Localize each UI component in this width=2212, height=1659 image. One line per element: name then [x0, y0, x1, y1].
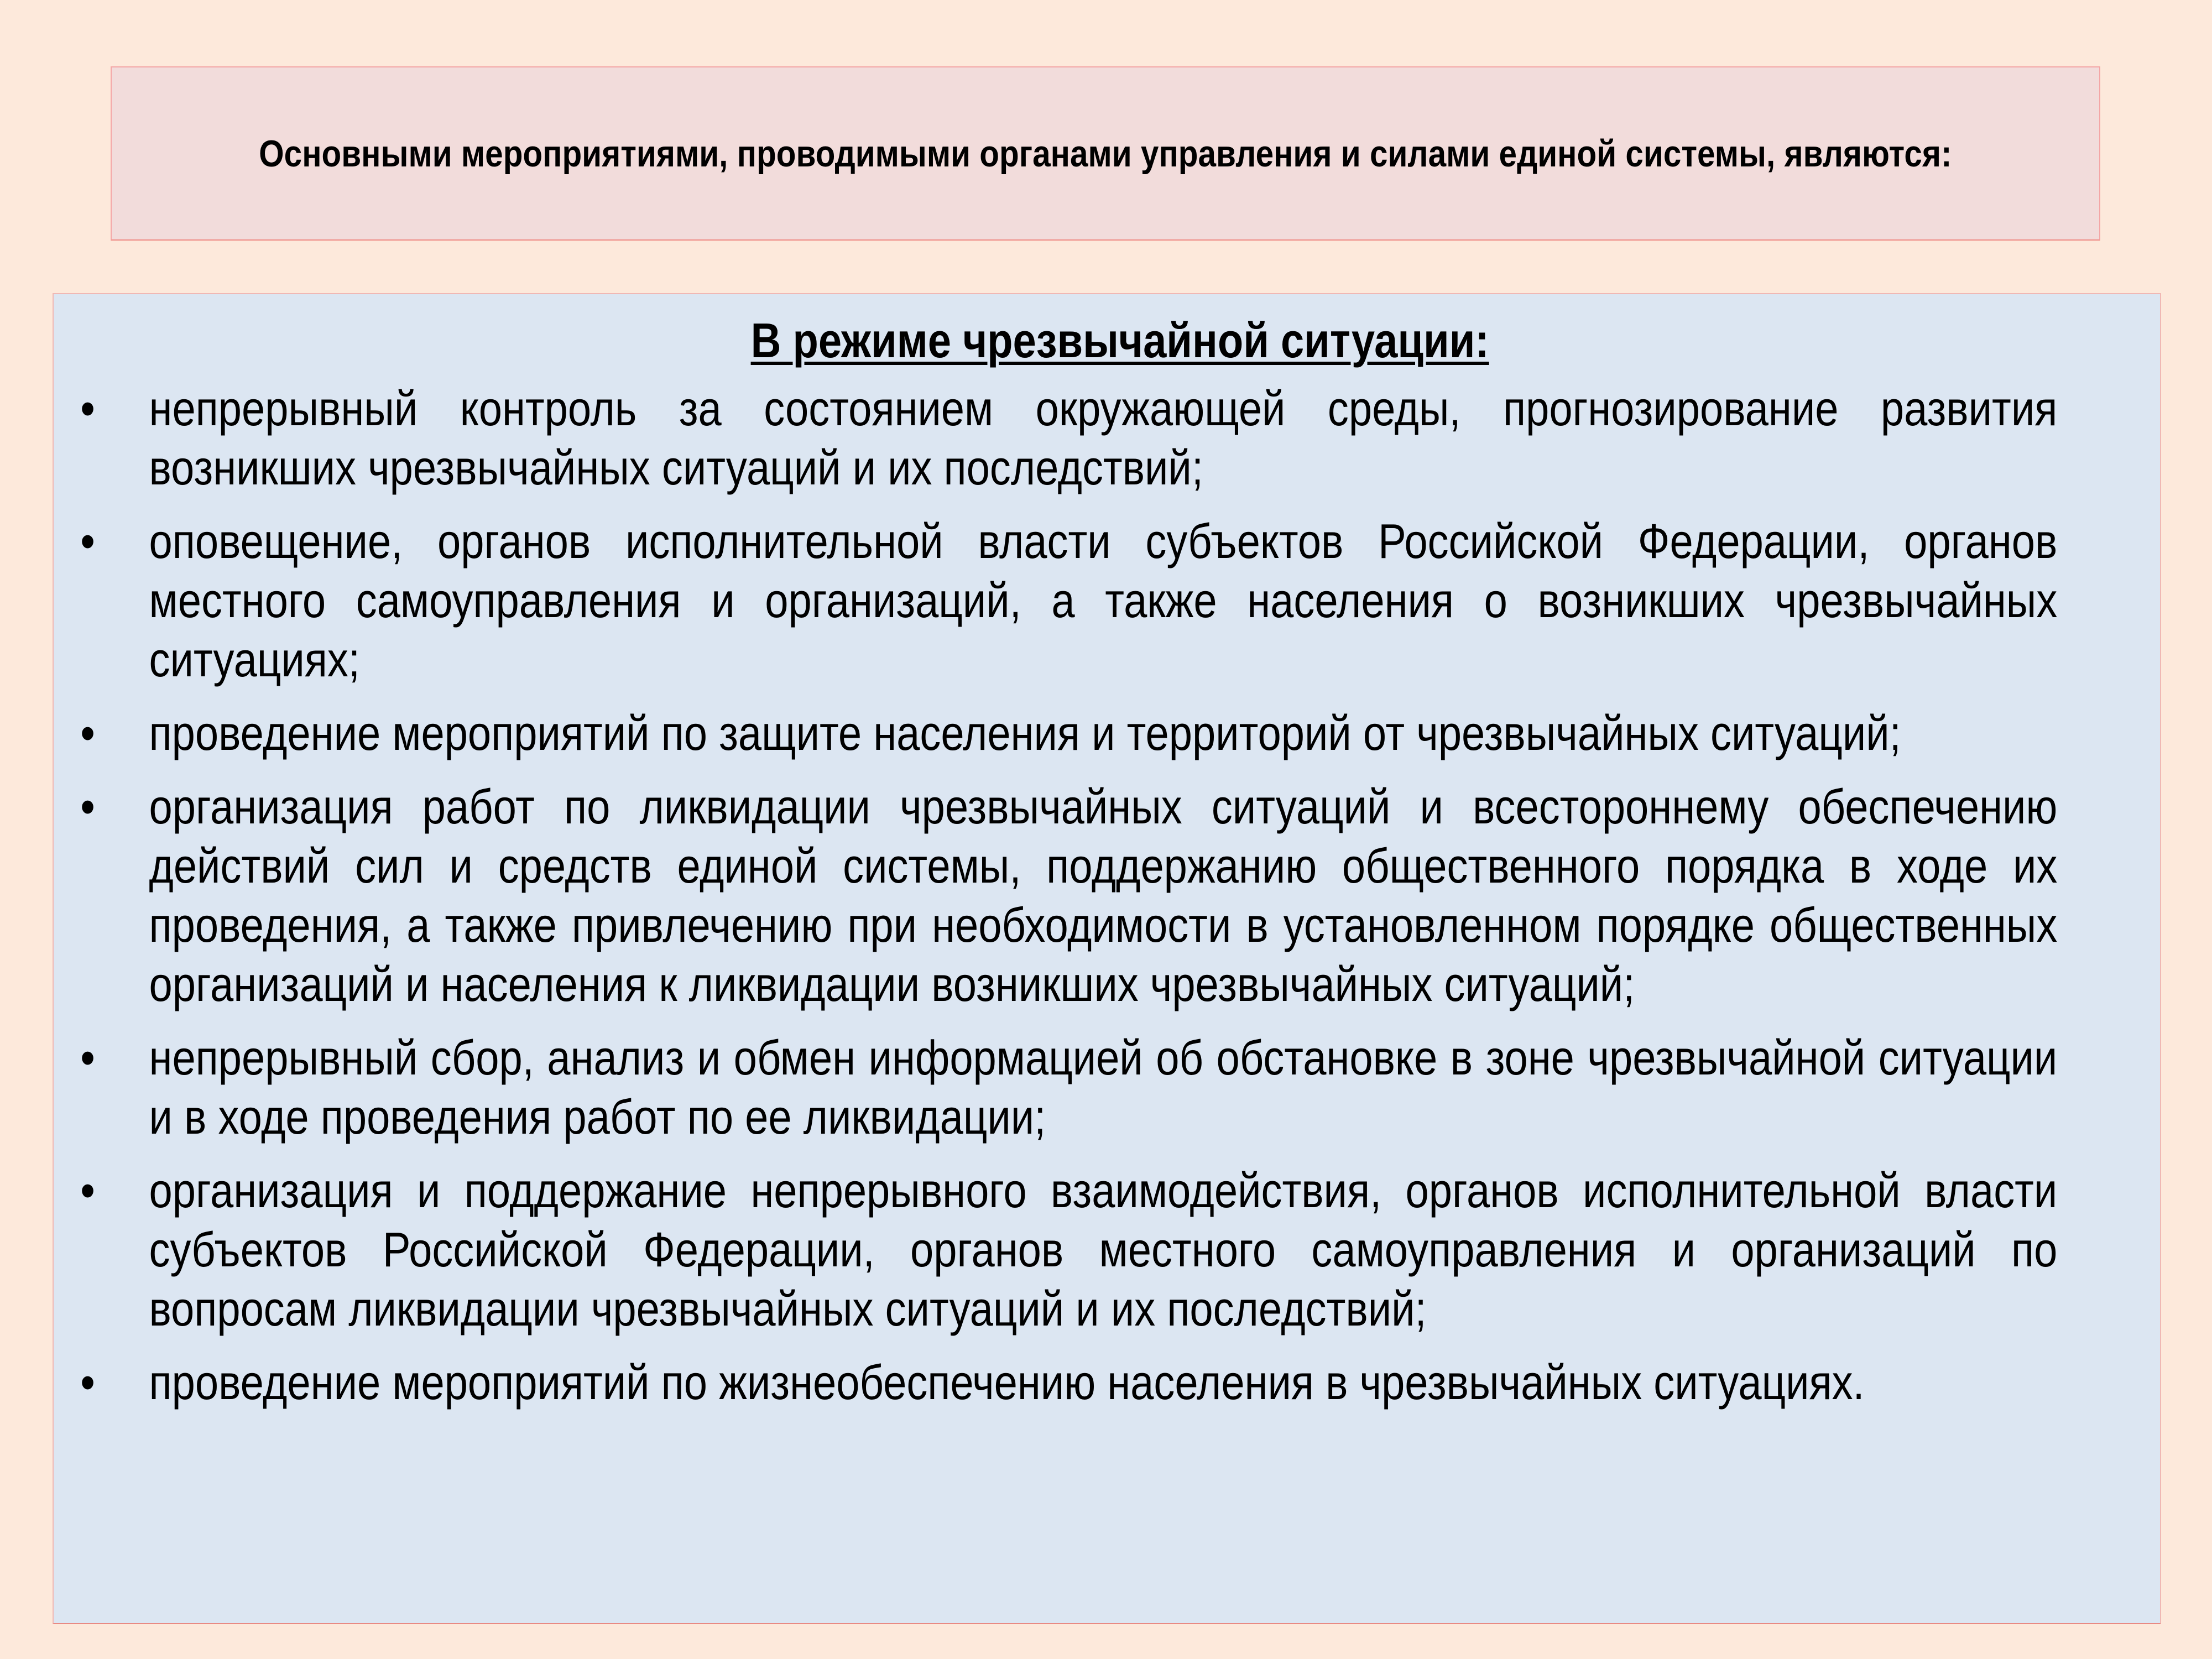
list-item-text: организация и поддержание непрерывного взаимодействия, органов исполнительной власти субъектов Российской Федерации, органов местного самоуправления и организаций по вопросам ликвидации чрезвычайных ситуаций и их последствий;: [149, 1163, 2058, 1336]
list-item: [54, 777, 2057, 1014]
list-item: [54, 1353, 2057, 1412]
content-body: [54, 294, 2162, 1426]
list-item-text: организация работ по ликвидации чрезвычайных ситуаций и всестороннему обеспечению действий сил и средств единой системы, поддержанию общественного порядка в ходе их проведения, а также привлечению при необходимости в установленном порядке общественных организаций и населения к ликвидации возникших чрезвычайных ситуаций;: [149, 779, 2058, 1011]
section-heading: В режиме чрезвычайной ситуации:: [750, 313, 1489, 368]
content-box: [53, 293, 2161, 1624]
list-item-text: непрерывный сбор, анализ и обмен информацией об обстановке в зоне чрезвычайной ситуации и в ходе проведения работ по ее ликвидации;: [149, 1030, 2058, 1144]
list-item-text: проведение мероприятий по защите населения и территорий от чрезвычайных ситуаций;: [149, 706, 1901, 760]
list-item: [54, 703, 2057, 763]
bullet-icon: •: [80, 779, 95, 834]
list-item: [54, 512, 2057, 689]
list-item: [54, 1161, 2057, 1338]
bullet-icon: •: [80, 1030, 95, 1085]
bullet-icon: •: [80, 706, 95, 760]
bullet-icon: •: [80, 1163, 95, 1218]
bullet-icon: •: [80, 381, 95, 436]
bullet-icon: •: [80, 514, 95, 568]
slide-title: Основными мероприятиями, проводимыми органами управления и силами единой системы, являются:: [259, 132, 1952, 175]
list-item: [54, 379, 2057, 497]
list-item: [54, 1028, 2057, 1146]
list-item-text: оповещение, органов исполнительной власти субъектов Российской Федерации, органов местного самоуправления и организаций, а также населения о возникших чрезвычайных ситуациях;: [149, 514, 2058, 687]
list-item-text: проведение мероприятий по жизнеобеспечению населения в чрезвычайных ситуациях.: [149, 1355, 1865, 1410]
bullet-icon: •: [80, 1355, 95, 1410]
list-item-text: непрерывный контроль за состоянием окружающей среды, прогнозирование развития возникших чрезвычайных ситуаций и их последствий;: [149, 381, 2058, 495]
title-box: [111, 66, 2100, 241]
measures-list: [54, 379, 2162, 1412]
